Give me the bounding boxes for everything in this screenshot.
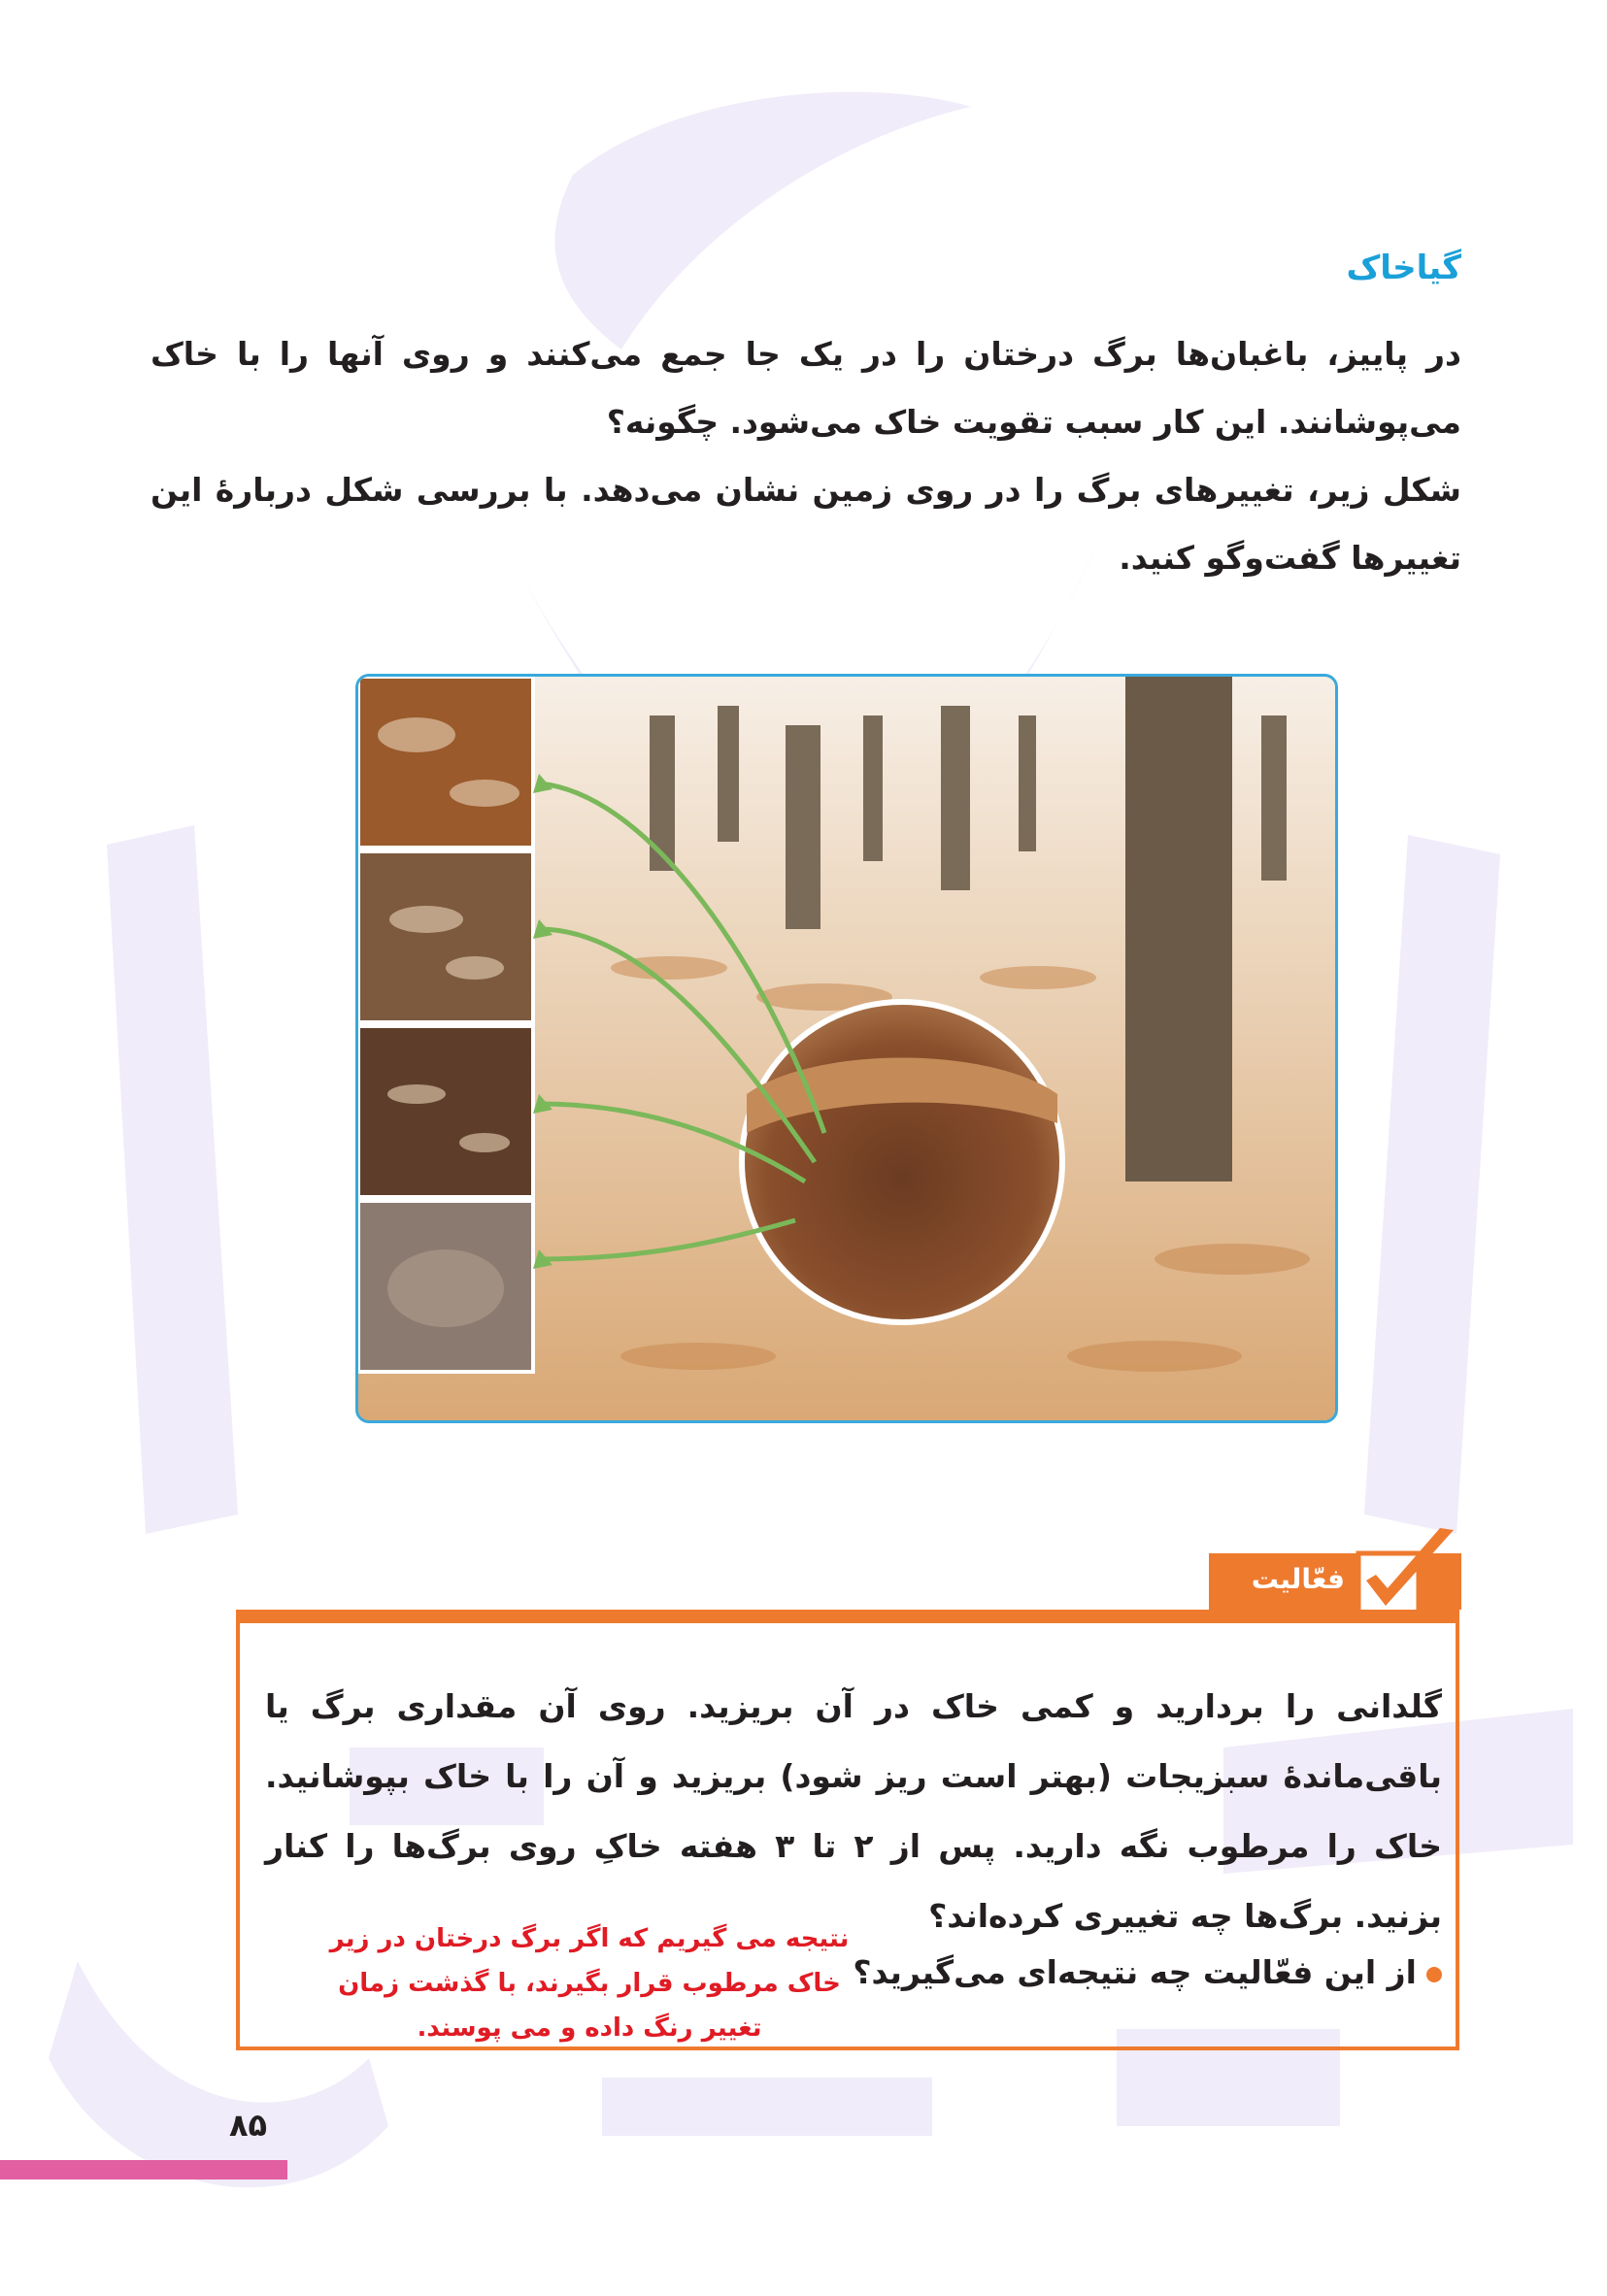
activity-question: [853, 1953, 1442, 1991]
activity-label: فعّالیت: [1251, 1563, 1345, 1595]
activity-question-text: از این فعّالیت چه نتیجه‌ای می‌گیرید؟: [853, 1953, 1417, 1991]
intro-paragraph-2: شکل زیر، تغییرهای برگ را در روی زمین نشان می‌دهد. با بررسی شکل دربارهٔ این تغییرها گفت‌وگو کنید.: [151, 471, 1461, 577]
footer-band: [0, 2160, 287, 2180]
activity-tab: [1209, 1553, 1461, 1610]
activity-box: [236, 1610, 1459, 2050]
activity-instructions: گلدانی را بردارید و کمی خاک در آن بریزید. روی آن مقداری برگ یا باقی‌ماندهٔ سبزیجات (بهتر است ریز شود) بریزید و آن را با خاک بپوشانید. خاک را مرطوب نگه دارید. پس از ۲ تا ۳ هفته خاکِ روی برگ‌ها را کنار بزنید. برگ‌ها چه تغییری کرده‌اند؟: [265, 1687, 1443, 1935]
bullet-icon: [1426, 1967, 1442, 1982]
handwritten-answer: نتیجه می گیریم که اگر برگ درختان در زیر خاک مرطوب قرار بگیرند، با گذشت زمان تغییر رنگ داده و می پوسند.: [329, 1924, 850, 2043]
section-title: گیاخاک: [1346, 249, 1461, 287]
leaf-decomposition-figure: [355, 674, 1338, 1423]
checkmark-icon: [1353, 1524, 1459, 1616]
intro-paragraph-1: در پاییز، باغبان‌ها برگ درختان را در یک جا جمع می‌کنند و روی آنها را با خاک می‌پوشانند. این کار سبب تقویت خاک می‌شود. چگونه؟: [151, 335, 1461, 441]
page-number: ۸۵: [229, 2107, 268, 2144]
intro-text: [151, 320, 1461, 592]
